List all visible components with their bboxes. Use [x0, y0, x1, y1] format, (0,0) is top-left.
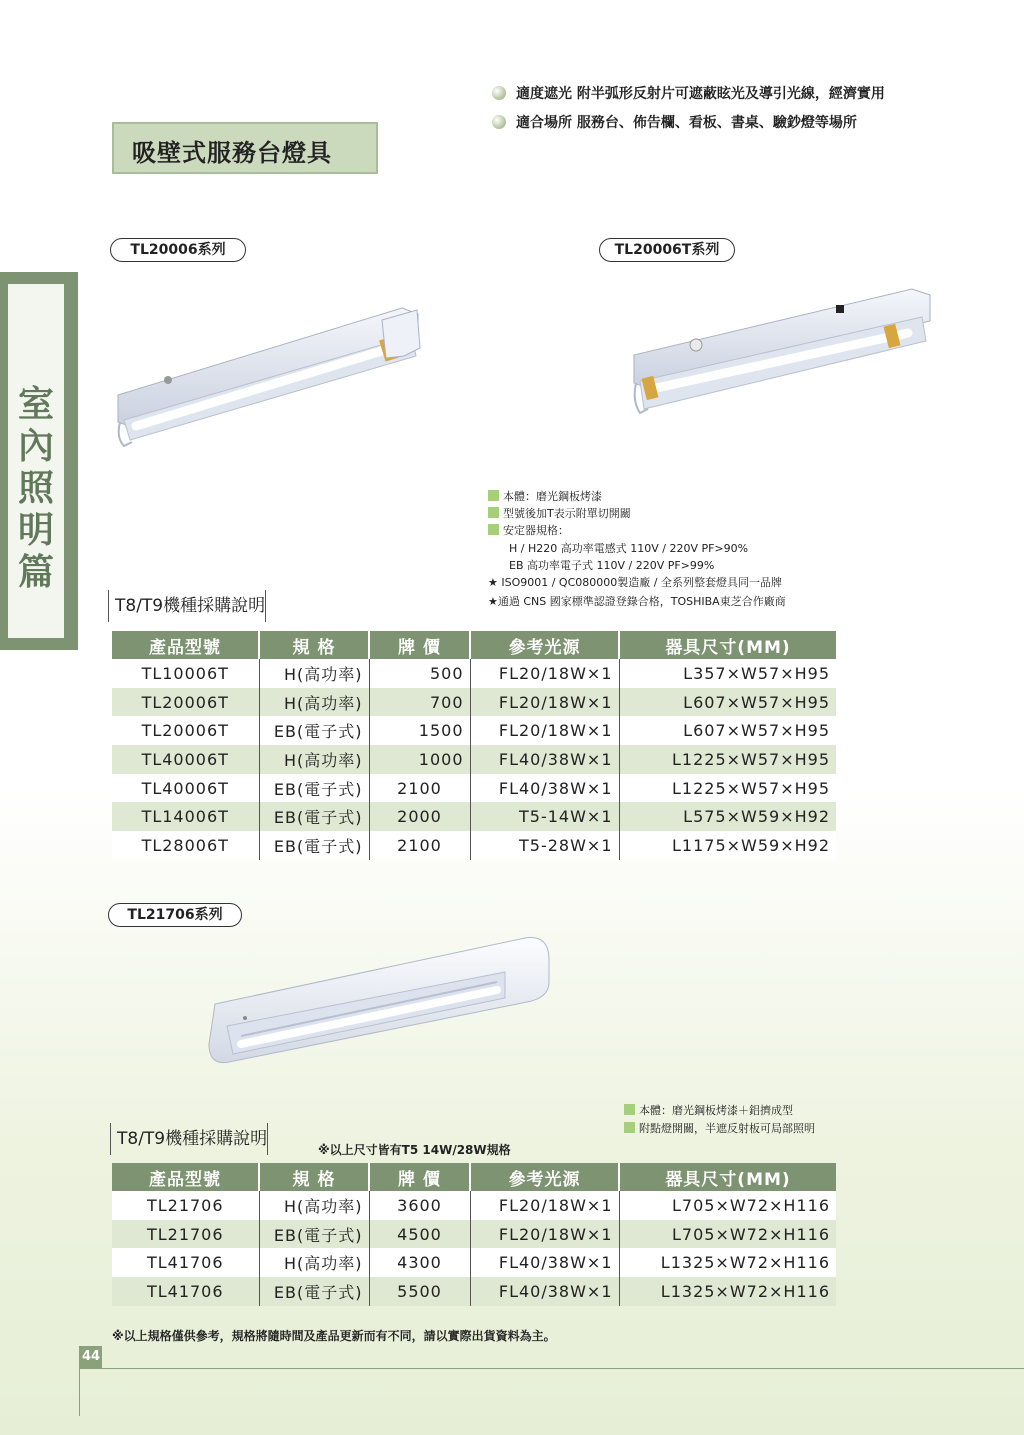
col-header: 器具尺寸(MM): [619, 1163, 836, 1191]
footer-disclaimer: ※以上規格僅供參考，規格將隨時間及產品更新而有不同，請以實際出貨資料為主。: [112, 1329, 556, 1343]
col-header: 產品型號: [112, 1163, 259, 1191]
side-tab-panel: [8, 284, 64, 638]
feature-text: 適合場所 服務台、佈告欄、看板、書桌、驗鈔燈等場所: [516, 115, 857, 131]
price-cell: 4300: [369, 1248, 470, 1277]
spec-note: [624, 1103, 793, 1119]
lamp-cell: T5-28W×1: [470, 831, 619, 860]
size-cell: L1225×W57×H95: [619, 774, 836, 803]
size-cell: L607×W57×H95: [619, 716, 836, 745]
model-cell: TL10006T: [112, 659, 259, 688]
section-label: [8, 384, 64, 594]
section-side-tab: [0, 272, 78, 650]
lamp-cell: FL40/38W×1: [470, 1277, 619, 1306]
table2-subnote: ※以上尺寸皆有T5 14W/28W規格: [318, 1143, 511, 1157]
spec-note: [488, 489, 602, 505]
spec-cell: EB(電子式): [259, 774, 369, 803]
lamp-cell: FL40/38W×1: [470, 774, 619, 803]
col-header: 參考光源: [470, 1163, 619, 1191]
col-header: 牌 價: [369, 631, 470, 659]
model-cell: TL14006T: [112, 802, 259, 831]
bullet-icon: [492, 86, 506, 100]
feature-bullet: [492, 83, 885, 103]
section-label-char: 明: [17, 510, 54, 551]
price-table-1: [112, 631, 836, 860]
note-text: 本體：磨光鋼板烤漆＋鋁擠成型: [639, 1104, 793, 1117]
table-row: [112, 1248, 836, 1277]
col-header: 規 格: [259, 631, 369, 659]
note-marker-icon: [624, 1122, 635, 1133]
spec-note: ★ ISO9001 / QC080000製造廠 / 全系列整套燈具同一品牌: [488, 576, 782, 589]
note-marker-icon: [488, 507, 499, 518]
note-marker-icon: [624, 1104, 635, 1115]
price-cell: 5500: [369, 1277, 470, 1306]
model-cell: TL40006T: [112, 774, 259, 803]
section-label-char: 篇: [17, 552, 54, 593]
table-row: [112, 774, 836, 803]
table-row: [112, 802, 836, 831]
spec-note: [624, 1121, 815, 1137]
product-image-tl20006t: [630, 285, 940, 425]
lamp-cell: FL20/18W×1: [470, 716, 619, 745]
feature-text: 適度遮光 附半弧形反射片可遮蔽眩光及導引光線，經濟實用: [516, 86, 885, 102]
feature-bullet: [492, 112, 857, 132]
page-divider: [80, 1368, 1024, 1369]
spec-cell: EB(電子式): [259, 831, 369, 860]
table2-heading: T8/T9機種採購說明: [110, 1123, 268, 1155]
size-cell: L705×W72×H116: [619, 1191, 836, 1220]
lamp-cell: FL20/18W×1: [470, 1220, 619, 1249]
table-row: [112, 831, 836, 860]
spec-cell: H(高功率): [259, 1248, 369, 1277]
spec-cell: H(高功率): [259, 688, 369, 717]
spec-note: EB 高功率電子式 110V / 220V PF>99%: [509, 559, 715, 572]
col-header: 規 格: [259, 1163, 369, 1191]
price-cell: 1000: [369, 745, 470, 774]
spec-cell: EB(電子式): [259, 1277, 369, 1306]
table-header-row: [112, 631, 836, 659]
price-cell: 4500: [369, 1220, 470, 1249]
note-text: 型號後加T表示附單切開關: [503, 507, 631, 520]
lamp-cell: FL40/38W×1: [470, 1248, 619, 1277]
size-cell: L1325×W72×H116: [619, 1277, 836, 1306]
col-header: 參考光源: [470, 631, 619, 659]
size-cell: L575×W59×H92: [619, 802, 836, 831]
lamp-cell: FL20/18W×1: [470, 1191, 619, 1220]
col-header: 牌 價: [369, 1163, 470, 1191]
price-cell: 2100: [369, 774, 470, 803]
note-text: 本體：磨光鋼板烤漆: [503, 490, 602, 503]
table-row: [112, 1277, 836, 1306]
product-image-tl21706: [205, 932, 555, 1072]
note-text: 安定器規格：: [503, 524, 569, 537]
note-marker-icon: [488, 490, 499, 501]
table1-heading: T8/T9機種採購說明: [108, 590, 266, 622]
lamp-cell: FL20/18W×1: [470, 688, 619, 717]
page-title-box: [112, 122, 378, 174]
spec-note: [488, 506, 631, 522]
model-cell: TL28006T: [112, 831, 259, 860]
spec-cell: EB(電子式): [259, 716, 369, 745]
series-label-tl21706: TL21706系列: [108, 903, 242, 927]
model-cell: TL21706: [112, 1191, 259, 1220]
page-number: 44: [80, 1346, 102, 1368]
price-cell: 2000: [369, 802, 470, 831]
table-row: [112, 659, 836, 688]
section-label-char: 室: [17, 384, 54, 425]
table-row: [112, 1220, 836, 1249]
spec-cell: EB(電子式): [259, 1220, 369, 1249]
lamp-cell: FL20/18W×1: [470, 659, 619, 688]
size-cell: L1325×W72×H116: [619, 1248, 836, 1277]
table-row: [112, 688, 836, 717]
model-cell: TL20006T: [112, 688, 259, 717]
size-cell: L357×W57×H95: [619, 659, 836, 688]
series-label-tl20006t: TL20006T系列: [599, 238, 735, 262]
col-header: 產品型號: [112, 631, 259, 659]
model-cell: TL21706: [112, 1220, 259, 1249]
section-label-char: 照: [17, 468, 54, 509]
page-title: 吸壁式服務台燈具: [132, 139, 332, 167]
price-cell: 500: [369, 659, 470, 688]
lamp-cell: T5-14W×1: [470, 802, 619, 831]
product-image-tl20006: [112, 300, 432, 460]
model-cell: TL41706: [112, 1277, 259, 1306]
spec-note: ★通過 CNS 國家標準認證登錄合格，TOSHIBA東芝合作廠商: [488, 595, 786, 608]
col-header: 器具尺寸(MM): [619, 631, 836, 659]
spec-cell: EB(電子式): [259, 802, 369, 831]
note-text: 附點燈開關，半遮反射板可局部照明: [639, 1122, 815, 1135]
spec-cell: H(高功率): [259, 659, 369, 688]
table-row: [112, 745, 836, 774]
table-header-row: [112, 1163, 836, 1191]
spec-cell: H(高功率): [259, 745, 369, 774]
price-cell: 2100: [369, 831, 470, 860]
bullet-icon: [492, 115, 506, 129]
model-cell: TL41706: [112, 1248, 259, 1277]
note-marker-icon: [488, 524, 499, 535]
price-table-2: [112, 1163, 836, 1306]
model-cell: TL20006T: [112, 716, 259, 745]
section-label-char: 內: [17, 426, 54, 467]
price-cell: 3600: [369, 1191, 470, 1220]
size-cell: L705×W72×H116: [619, 1220, 836, 1249]
table-row: [112, 716, 836, 745]
spec-note: H / H220 高功率電感式 110V / 220V PF>90%: [509, 542, 749, 555]
price-cell: 700: [369, 688, 470, 717]
spec-note: [488, 523, 569, 539]
table-row: [112, 1191, 836, 1220]
size-cell: L1225×W57×H95: [619, 745, 836, 774]
price-cell: 1500: [369, 716, 470, 745]
size-cell: L607×W57×H95: [619, 688, 836, 717]
size-cell: L1175×W59×H92: [619, 831, 836, 860]
model-cell: TL40006T: [112, 745, 259, 774]
series-label-tl20006: TL20006系列: [110, 238, 246, 262]
lamp-cell: FL40/38W×1: [470, 745, 619, 774]
spec-cell: H(高功率): [259, 1191, 369, 1220]
